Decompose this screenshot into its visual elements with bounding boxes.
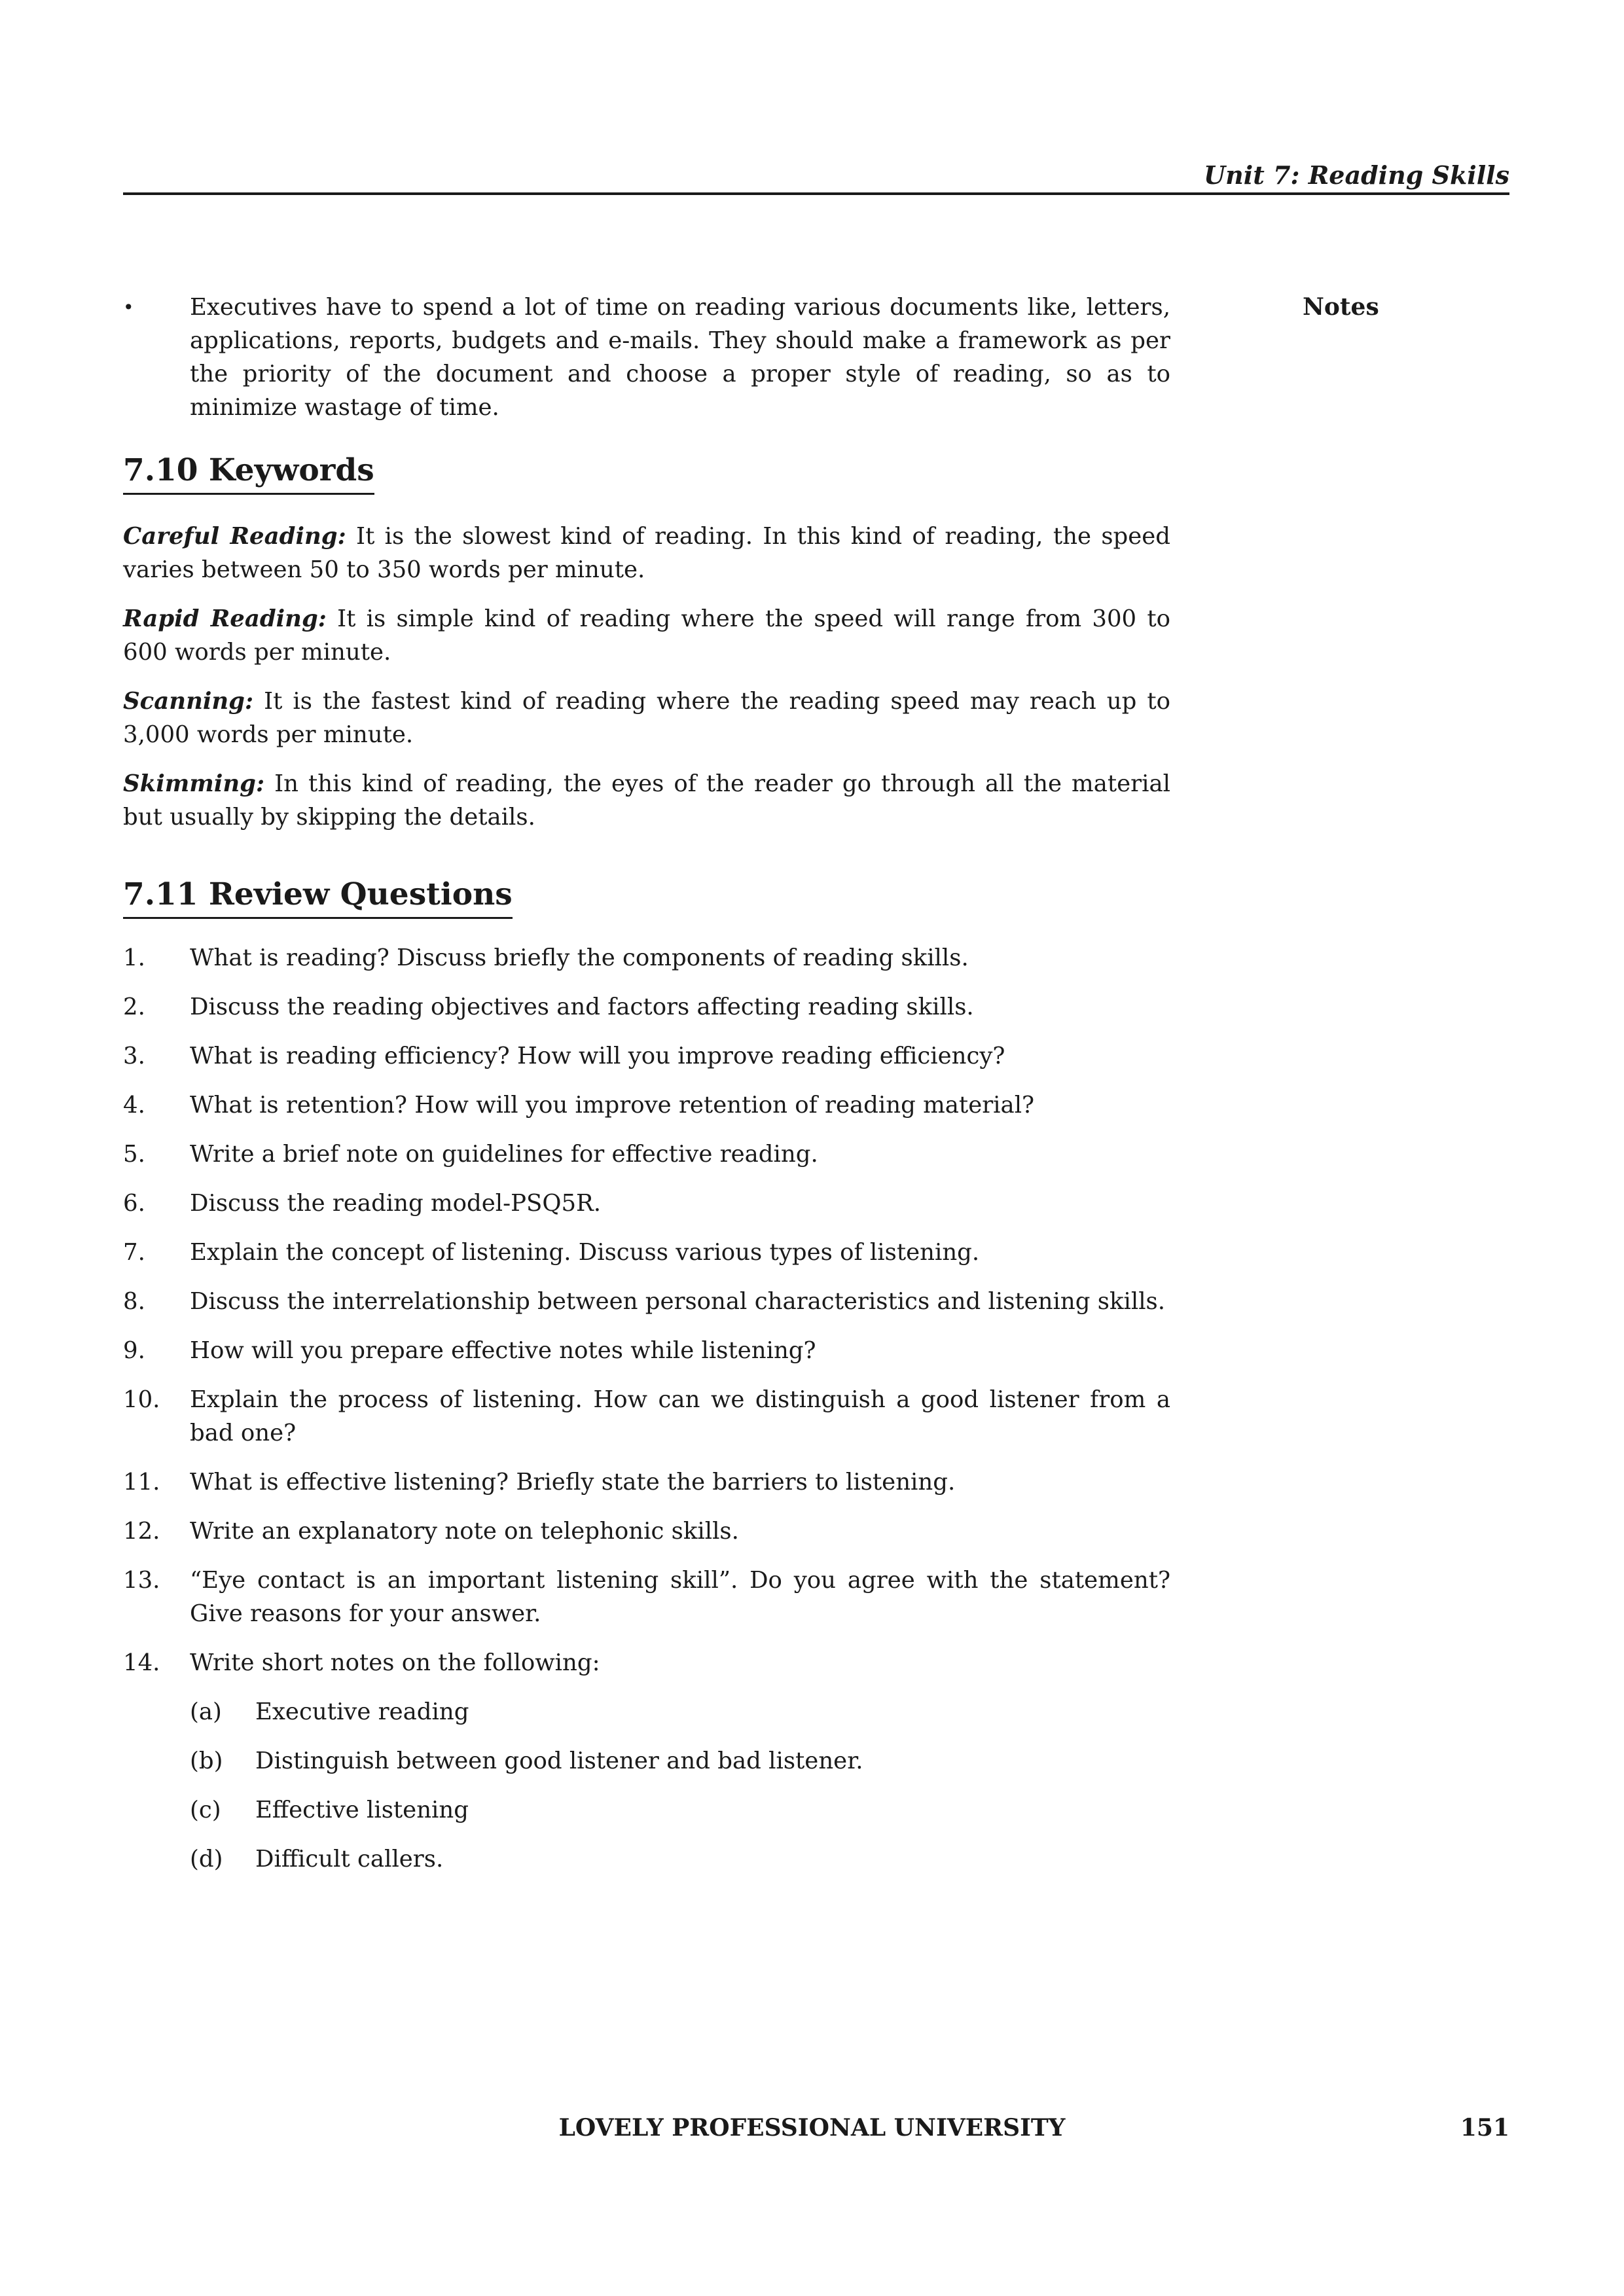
question-item <box>123 941 1170 975</box>
question-item <box>123 1564 1170 1630</box>
question-number: 13. <box>123 1567 160 1594</box>
question-text: Discuss the interrelationship between personal characteristics and listening skills. <box>190 1288 1166 1315</box>
question-number: 2. <box>123 994 145 1020</box>
question-number: 11. <box>123 1469 160 1496</box>
question-number: 8. <box>123 1288 145 1315</box>
question-item <box>123 990 1170 1024</box>
question-number: 7. <box>123 1239 145 1266</box>
question-text: Explain the concept of listening. Discuss various types of listening. <box>190 1239 980 1266</box>
question-text: Write a brief note on guidelines for effective reading. <box>190 1141 818 1168</box>
question-number: 6. <box>123 1190 145 1217</box>
keyword-term: Skimming: <box>123 770 265 797</box>
question-text: Write an explanatory note on telephonic skills. <box>190 1518 739 1545</box>
bullet-text: Executives have to spend a lot of time on reading various documents like, letters, applications, reports, budgets and e-mails. They should make a framework as per the priority of the document and choose a proper style of reading, so as to minimize wastage of time. <box>190 294 1170 421</box>
question-text: Explain the process of listening. How can we distinguish a good listener from a bad one? <box>190 1386 1170 1446</box>
footer-university: LOVELY PROFESSIONAL UNIVERSITY <box>558 2114 1066 2142</box>
sub-item-text: Executive reading <box>255 1698 469 1725</box>
question-number: 10. <box>123 1386 160 1413</box>
keyword-term: Careful Reading: <box>123 523 346 550</box>
sub-item-letter: (c) <box>190 1797 221 1823</box>
question-item <box>123 1515 1170 1548</box>
footer-page-number: 151 <box>1460 2114 1509 2142</box>
keyword-skimming <box>123 767 1170 834</box>
question-item <box>123 1039 1170 1073</box>
question-item <box>123 1138 1170 1171</box>
question-item <box>123 1187 1170 1220</box>
question-text: What is reading efficiency? How will you improve reading efficiency? <box>190 1043 1005 1069</box>
question-text: What is reading? Discuss briefly the components of reading skills. <box>190 944 969 971</box>
question-item <box>123 1646 1170 1679</box>
header-rule <box>123 192 1509 195</box>
bullet-mark: • <box>123 296 134 318</box>
sub-item <box>190 1744 1170 1778</box>
keyword-definition: It is the fastest kind of reading where the reading speed may reach up to 3,000 words per minute. <box>123 688 1170 748</box>
keyword-scanning <box>123 685 1170 751</box>
sub-item-letter: (d) <box>190 1846 223 1873</box>
question-text: “Eye contact is an important listening skill”. Do you agree with the statement? Give reasons for your answer. <box>190 1567 1170 1627</box>
sub-item-text: Effective listening <box>255 1797 469 1823</box>
sub-item <box>190 1842 1170 1876</box>
question-item <box>123 1334 1170 1367</box>
keywords-heading: 7.10 Keywords <box>123 452 374 495</box>
sub-item-letter: (b) <box>190 1748 223 1774</box>
keyword-term: Scanning: <box>123 688 254 715</box>
review-questions-list <box>123 941 1170 1876</box>
question-number: 4. <box>123 1092 145 1119</box>
keywords-list <box>123 520 1170 834</box>
keyword-definition: It is simple kind of reading where the speed will range from 300 to 600 words per minute. <box>123 605 1170 666</box>
sub-item-text: Difficult callers. <box>255 1846 444 1873</box>
sub-item <box>190 1793 1170 1827</box>
question-item <box>123 1088 1170 1122</box>
keyword-rapid-reading <box>123 602 1170 669</box>
question-text: What is effective listening? Briefly state the barriers to listening. <box>190 1469 956 1496</box>
keyword-careful-reading <box>123 520 1170 586</box>
keyword-definition: In this kind of reading, the eyes of the reader go through all the material but usually by skipping the details. <box>123 770 1170 831</box>
question-text: How will you prepare effective notes while listening? <box>190 1337 816 1364</box>
short-notes-sublist <box>190 1695 1170 1876</box>
main-content <box>123 291 1170 1892</box>
sub-item-text: Distinguish between good listener and bad listener. <box>255 1748 863 1774</box>
bullet-item <box>123 291 1170 424</box>
question-text: Discuss the reading objectives and factors affecting reading skills. <box>190 994 974 1020</box>
question-number: 5. <box>123 1141 145 1168</box>
question-item <box>123 1285 1170 1318</box>
question-number: 12. <box>123 1518 160 1545</box>
keyword-term: Rapid Reading: <box>123 605 327 632</box>
question-number: 3. <box>123 1043 145 1069</box>
margin-notes-label: Notes <box>1303 293 1379 321</box>
question-item <box>123 1465 1170 1499</box>
question-number: 9. <box>123 1337 145 1364</box>
sub-item-letter: (a) <box>190 1698 222 1725</box>
sub-item <box>190 1695 1170 1729</box>
question-text: Write short notes on the following: <box>190 1649 600 1676</box>
question-number: 1. <box>123 944 145 971</box>
review-questions-heading: 7.11 Review Questions <box>123 876 513 919</box>
question-text: Discuss the reading model-PSQ5R. <box>190 1190 602 1217</box>
question-number: 14. <box>123 1649 160 1676</box>
question-text: What is retention? How will you improve retention of reading material? <box>190 1092 1035 1119</box>
keyword-definition: It is the slowest kind of reading. In this kind of reading, the speed varies between 50 to 350 words per minute. <box>123 523 1171 583</box>
question-item <box>123 1383 1170 1450</box>
running-head-title: Unit 7: Reading Skills <box>1204 160 1509 190</box>
question-item <box>123 1236 1170 1269</box>
